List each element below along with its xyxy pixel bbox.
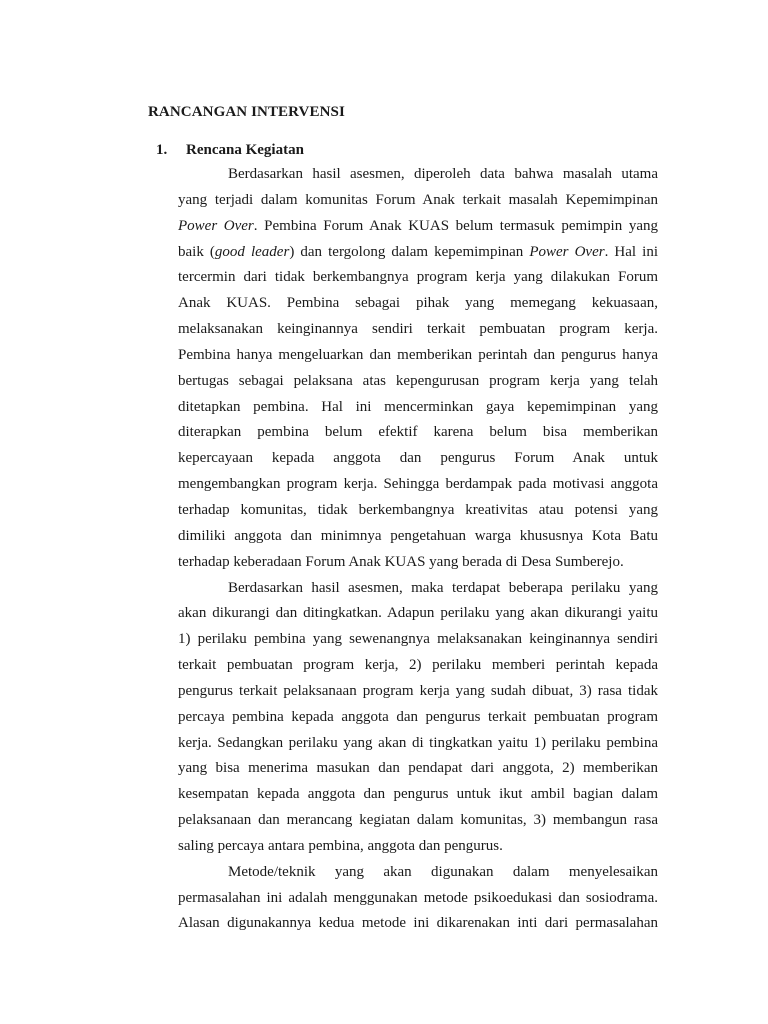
text-line: Metode/teknik yang akan digunakan dalam menyelesaikan (228, 863, 658, 880)
text-line: tercermin dari tidak berkembangnya program kerja yang dilakukan Forum (178, 269, 658, 286)
paragraph-1 (178, 162, 658, 576)
text-line: percaya pembina kepada anggota dan pengurus terkait pembuatan program (178, 708, 658, 725)
text-line: yang terjadi dalam komunitas Forum Anak terkait masalah Kepemimpinan (178, 191, 658, 208)
text-line: saling percaya antara pembina, anggota dan pengurus. (178, 837, 503, 854)
italic-phrase: good leader (214, 243, 290, 260)
text-line: kepercayaan kepada anggota dan pengurus Forum Anak untuk (178, 450, 658, 467)
text-line: Anak KUAS. Pembina sebagai pihak yang memegang kekuasaan, (178, 295, 658, 312)
text-line: ditetapkan pembina. Hal ini mencerminkan gaya kepemimpinan yang (178, 398, 658, 415)
text-line: Pembina hanya mengeluarkan dan memberikan perintah dan pengurus hanya (178, 346, 658, 363)
text-line: 1) perilaku pembina yang sewenangnya melaksanakan keinginannya sendiri (178, 631, 658, 648)
text-line: diterapkan pembina belum efektif karena belum bisa memberikan (178, 424, 658, 441)
text-line: baik (good leader) dan tergolong dalam kepemimpinan Power Over. Hal ini (178, 243, 658, 260)
text-line: melaksanakan keinginannya sendiri terkait pembuatan program kerja. (178, 321, 658, 338)
text-line: kerja. Sedangkan perilaku yang akan di tingkatkan yaitu 1) perilaku pembina (178, 734, 658, 751)
text-line: Alasan digunakannya kedua metode ini dikarenakan inti dari permasalahan (178, 915, 658, 932)
text-line: yang bisa menerima masukan dan pendapat dari anggota, 2) memberikan (178, 760, 658, 777)
paragraph-3 (178, 860, 658, 938)
section-heading-text: Rencana Kegiatan (186, 142, 304, 158)
text-line: Berdasarkan hasil asesmen, diperoleh data bahwa masalah utama (228, 166, 658, 182)
italic-phrase: Power Over (178, 217, 254, 234)
text-line: bertugas sebagai pelaksana atas kepengurusan program kerja yang telah (178, 372, 658, 389)
text-line: kesempatan kepada anggota dan pengurus untuk ikut ambil bagian dalam (178, 786, 658, 803)
body-text (178, 162, 658, 937)
section-number: 1. (156, 142, 168, 158)
text-line: terhadap keberadaan Forum Anak KUAS yang berada di Desa Sumberejo. (178, 553, 624, 570)
text-line: Power Over. Pembina Forum Anak KUAS belum termasuk pemimpin yang (178, 217, 658, 234)
italic-phrase: Power Over (529, 243, 605, 260)
paragraph-2 (178, 576, 658, 860)
document-title: RANCANGAN INTERVENSI (148, 104, 345, 120)
text-line: permasalahan ini adalah menggunakan metode psikoedukasi dan sosiodrama. (178, 889, 658, 906)
text-line: terhadap komunitas, tidak berkembangnya kreativitas atau potensi yang (178, 501, 658, 518)
text-line: mengembangkan program kerja. Sehingga berdampak pada motivasi anggota (178, 476, 658, 493)
section-heading (148, 140, 304, 160)
text-line: akan dikurangi dan ditingkatkan. Adapun perilaku yang akan dikurangi yaitu (178, 605, 658, 622)
text-line: dimiliki anggota dan minimnya pengetahuan warga khususnya Kota Batu (178, 527, 658, 544)
text-line: pelaksanaan dan merancang kegiatan dalam komunitas, 3) membangun rasa (178, 812, 658, 829)
text-line: Berdasarkan hasil asesmen, maka terdapat beberapa perilaku yang (228, 579, 658, 596)
text-line: terkait pembuatan program kerja, 2) perilaku memberi perintah kepada (178, 657, 658, 674)
text-line: pengurus terkait pelaksanaan program kerja yang sudah dibuat, 3) rasa tidak (178, 682, 658, 699)
